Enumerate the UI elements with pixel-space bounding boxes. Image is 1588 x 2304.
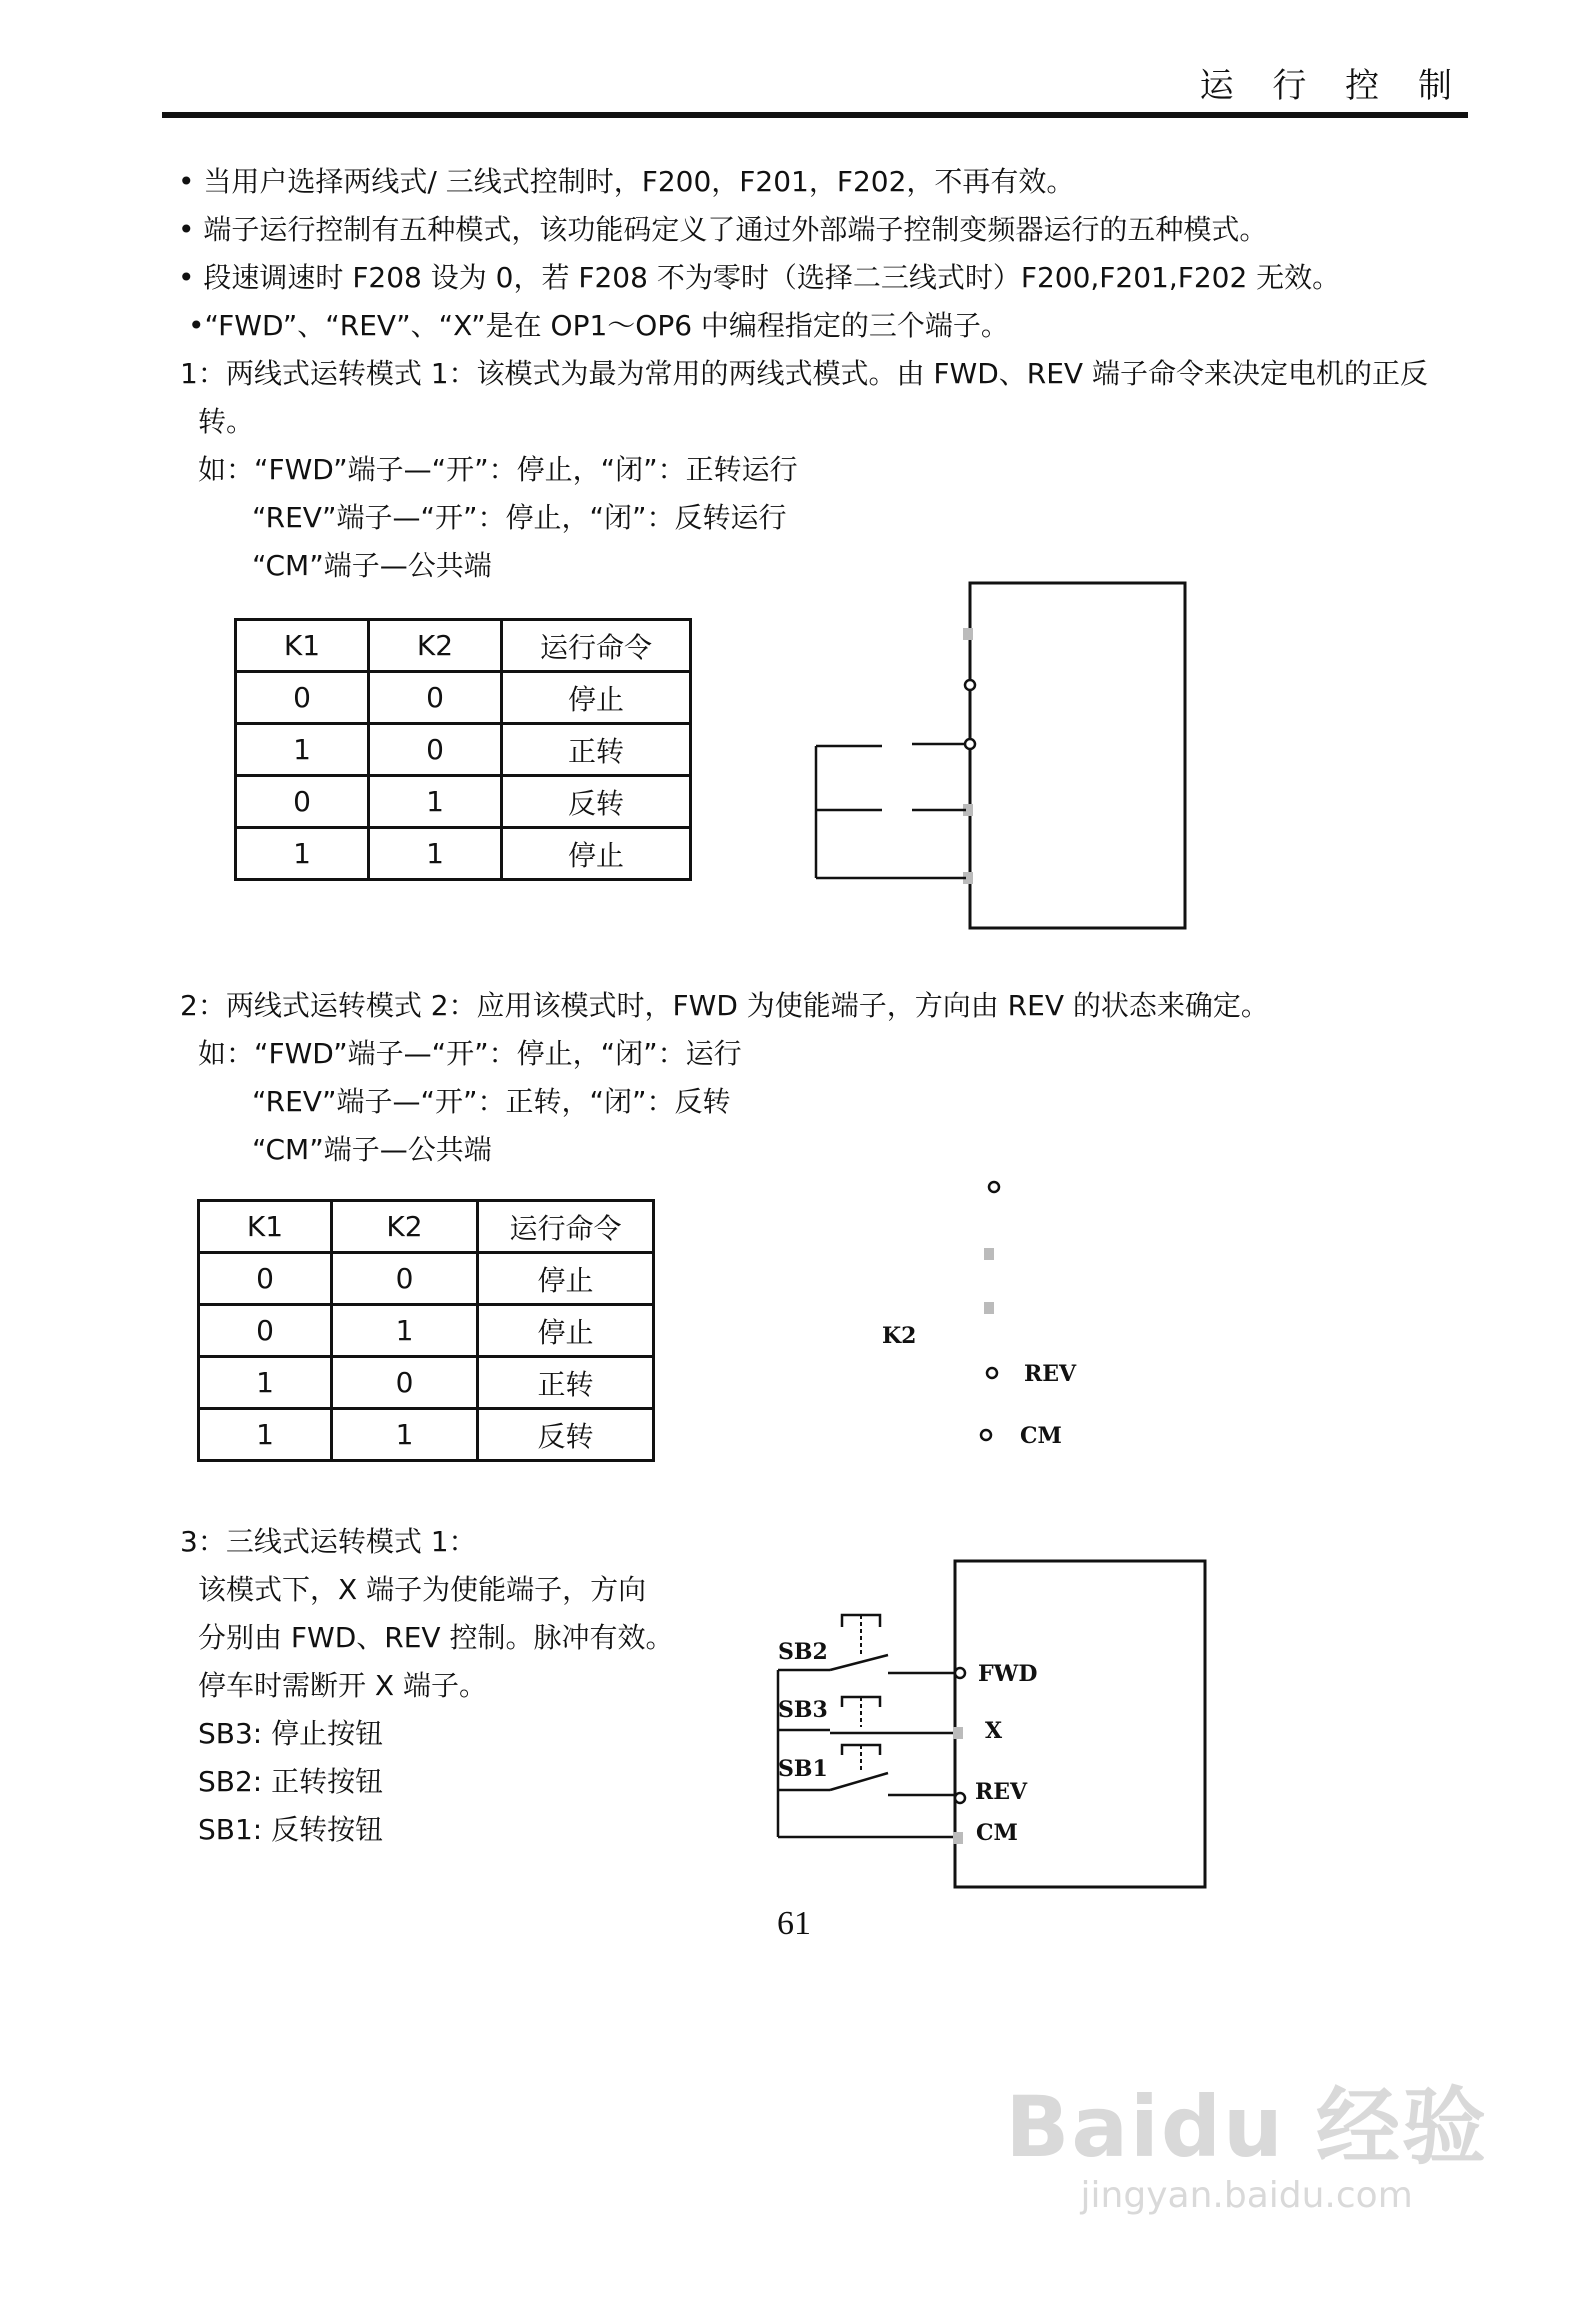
table-cell: 0 bbox=[332, 1357, 478, 1409]
table-cell: 停止 bbox=[502, 828, 691, 880]
table-cell: 反转 bbox=[478, 1409, 654, 1461]
rev-label: REV bbox=[975, 1779, 1028, 1805]
table-cell: 0 bbox=[199, 1253, 332, 1305]
mode2-rev-label: REV bbox=[1024, 1361, 1077, 1387]
table-cell: 正转 bbox=[478, 1357, 654, 1409]
table-row bbox=[236, 672, 691, 724]
table-row bbox=[236, 724, 691, 776]
bullet-1: • 当用户选择两线式/ 三线式控制时，F200，F201，F202，不再有效。 bbox=[178, 165, 1075, 198]
table-cell: 反转 bbox=[502, 776, 691, 828]
table-header-cell: K1 bbox=[236, 620, 369, 672]
table-header-cell: K1 bbox=[199, 1201, 332, 1253]
mode3-line-3: 停车时需断开 X 端子。 bbox=[198, 1669, 487, 1702]
mode1-wiring-diagram bbox=[800, 570, 1200, 940]
mode3-line-2: 分别由 FWD、REV 控制。脉冲有效。 bbox=[198, 1621, 674, 1654]
table-header-cell: K2 bbox=[369, 620, 502, 672]
mode1-wiring-svg bbox=[800, 570, 1200, 940]
table-cell: 1 bbox=[199, 1357, 332, 1409]
sb2-label: SB2 bbox=[778, 1639, 828, 1665]
table-cell: 1 bbox=[332, 1305, 478, 1357]
mode2-wiring-svg bbox=[870, 1170, 1110, 1460]
mode3-line-5: SB2: 正转按钮 bbox=[198, 1765, 384, 1798]
table-cell: 0 bbox=[199, 1305, 332, 1357]
header-rule bbox=[162, 112, 1468, 118]
cm-label: CM bbox=[976, 1820, 1018, 1846]
sb1-label: SB1 bbox=[778, 1756, 828, 1782]
mode2-line-1: 如：“FWD”端子—“开”：停止，“闭”：运行 bbox=[198, 1037, 742, 1070]
table-header-row bbox=[199, 1201, 654, 1253]
table-header-cell: 运行命令 bbox=[502, 620, 691, 672]
watermark-url: jingyan.baidu.com bbox=[1080, 2175, 1413, 2216]
bullet-4: •“FWD”、“REV”、“X”是在 OP1～OP6 中编程指定的三个端子。 bbox=[188, 309, 1009, 342]
table-cell: 停止 bbox=[478, 1253, 654, 1305]
table-row bbox=[236, 828, 691, 880]
table-cell: 0 bbox=[369, 672, 502, 724]
table-cell: 正转 bbox=[502, 724, 691, 776]
table-header-row bbox=[236, 620, 691, 672]
table-row bbox=[236, 776, 691, 828]
mode2-wiring-diagram bbox=[870, 1170, 1110, 1460]
watermark-logo: Baidu 经验 bbox=[1005, 2078, 1488, 2176]
x-label: X bbox=[985, 1718, 1003, 1744]
mode1-table bbox=[234, 618, 692, 881]
mode3-title: 3：三线式运转模式 1： bbox=[180, 1525, 477, 1558]
mode2-title: 2：两线式运转模式 2：应用该模式时，FWD 为使能端子，方向由 REV 的状态来确定。 bbox=[180, 989, 1269, 1022]
sb3-label: SB3 bbox=[778, 1697, 828, 1723]
bullet-3: • 段速调速时 F208 设为 0，若 F208 不为零时（选择二三线式时）F200,F201,F202 无效。 bbox=[178, 261, 1341, 294]
mode2-line-2: “REV”端子—“开”：正转，“闭”：反转 bbox=[252, 1085, 731, 1118]
mode2-table bbox=[197, 1199, 655, 1462]
table-row bbox=[199, 1409, 654, 1461]
mode3-line-1: 该模式下，X 端子为使能端子，方向 bbox=[198, 1573, 647, 1606]
table-cell: 1 bbox=[236, 828, 369, 880]
mode1-line-3: “CM”端子—公共端 bbox=[252, 549, 492, 582]
table-row bbox=[199, 1357, 654, 1409]
table-cell: 1 bbox=[332, 1409, 478, 1461]
mode1-line-1: 如：“FWD”端子—“开”：停止，“闭”：正转运行 bbox=[198, 453, 798, 486]
page-number: 61 bbox=[777, 1905, 811, 1942]
table-header-cell: 运行命令 bbox=[478, 1201, 654, 1253]
mode2-cm-label: CM bbox=[1020, 1423, 1062, 1449]
table-cell: 1 bbox=[369, 828, 502, 880]
table-cell: 0 bbox=[332, 1253, 478, 1305]
mode1-line-2: “REV”端子—“开”：停止，“闭”：反转运行 bbox=[252, 501, 787, 534]
table-row bbox=[199, 1305, 654, 1357]
table-cell: 0 bbox=[236, 672, 369, 724]
mode3-line-6: SB1: 反转按钮 bbox=[198, 1813, 384, 1846]
watermark bbox=[1005, 2060, 1488, 2216]
mode1-title-cont: 转。 bbox=[198, 405, 255, 438]
mode3-line-4: SB3: 停止按钮 bbox=[198, 1717, 384, 1750]
mode2-k2-label: K2 bbox=[882, 1323, 917, 1349]
table-header-cell: K2 bbox=[332, 1201, 478, 1253]
mode2-line-3: “CM”端子—公共端 bbox=[252, 1133, 492, 1166]
table-cell: 停止 bbox=[478, 1305, 654, 1357]
table-cell: 1 bbox=[369, 776, 502, 828]
table-cell: 0 bbox=[236, 776, 369, 828]
page-header-title: 运 行 控 制 bbox=[1199, 66, 1466, 106]
fwd-label: FWD bbox=[978, 1661, 1038, 1687]
table-cell: 停止 bbox=[502, 672, 691, 724]
bullet-2: • 端子运行控制有五种模式，该功能码定义了通过外部端子控制变频器运行的五种模式。 bbox=[178, 213, 1268, 246]
table-cell: 1 bbox=[199, 1409, 332, 1461]
mode3-wiring-svg bbox=[770, 1555, 1220, 1885]
table-row bbox=[199, 1253, 654, 1305]
table-cell: 1 bbox=[236, 724, 369, 776]
table-cell: 0 bbox=[369, 724, 502, 776]
mode3-wiring-diagram bbox=[770, 1555, 1220, 1885]
mode1-title: 1：两线式运转模式 1：该模式为最为常用的两线式模式。由 FWD、REV 端子命令来决定电机的正反 bbox=[180, 357, 1428, 390]
